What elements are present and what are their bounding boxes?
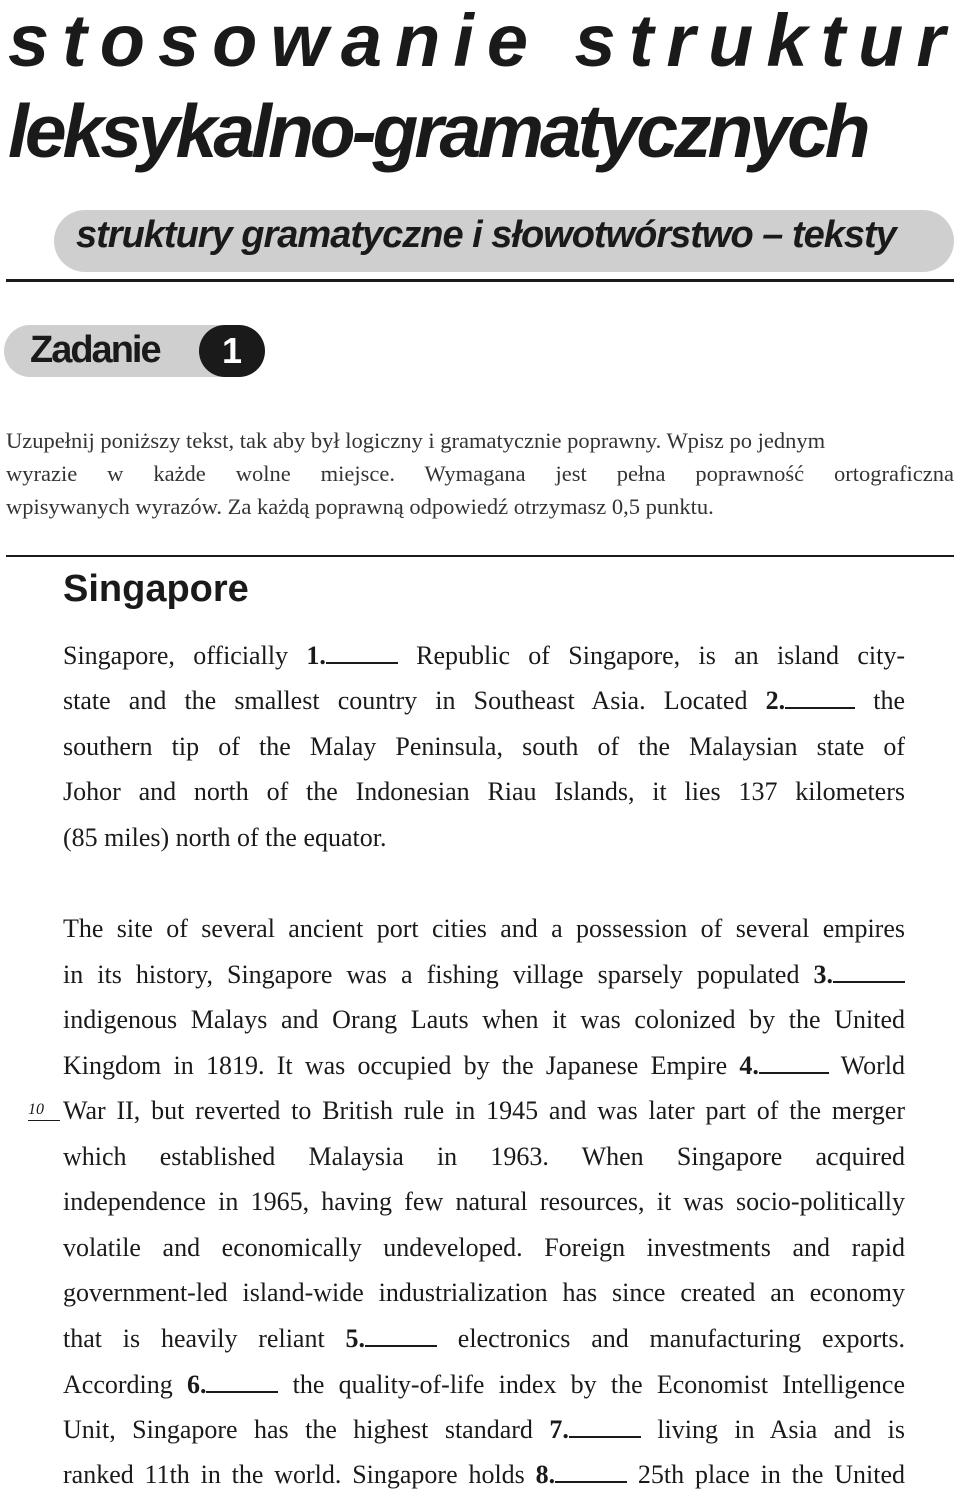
text-line: Johor and north of the Indonesian Riau Islands, it lies 137 kilometers [63, 777, 905, 806]
text-line: The site of several ancient port cities and a possession of several empires [63, 914, 905, 943]
task-badge [4, 325, 262, 377]
title-line-1: stosowanie struktur [8, 0, 959, 82]
text-line: Singapore, officially 1. Republic of Singapore, is an island city- [63, 641, 905, 670]
text-line: (85 miles) north of the equator. [63, 823, 387, 852]
task-number: 1 [199, 325, 265, 377]
text-line: Kingdom in 1819. It was occupied by the Japanese Empire 4. World [63, 1051, 906, 1080]
text-line: Unit, Singapore has the highest standard 7. living in Asia and is [63, 1415, 905, 1444]
text-line: state and the smallest country in Southeast Asia. Located 2. the [63, 686, 905, 715]
gap-number: 3. [813, 960, 833, 989]
article-heading: Singapore [63, 568, 249, 610]
answer-blank-4[interactable] [759, 1052, 829, 1074]
text-line: War II, but reverted to British rule in 1945 and was later part of the merger [63, 1096, 905, 1125]
subtitle-banner [54, 210, 954, 272]
subtitle: struktury gramatyczne i słowotwórstwo – teksty [76, 214, 896, 256]
answer-blank-2[interactable] [785, 687, 855, 709]
gap-number: 7. [549, 1415, 569, 1444]
text-line: which established Malaysia in 1963. When Singapore acquired [63, 1142, 905, 1171]
text-line: in its history, Singapore was a fishing village sparsely populated 3. [63, 952, 905, 997]
text-line: ranked 11th in the world. Singapore holds 8. 25th place in the United [63, 1460, 905, 1489]
text-line: independence in 1965, having few natural resources, it was socio-politically [63, 1187, 905, 1216]
gap-number: 1. [306, 641, 326, 670]
text-line: government-led island-wide industrialization has since created an economy [63, 1278, 905, 1307]
answer-blank-3[interactable] [833, 961, 905, 983]
gap-number: 5. [345, 1324, 365, 1353]
header-divider [6, 279, 954, 282]
gap-number: 6. [186, 1370, 207, 1399]
text-line: indigenous Malays and Orang Lauts when it was colonized by the United [63, 1005, 905, 1034]
text-line: According 6. the quality-of-life index by the Economist Intelligence [63, 1370, 905, 1399]
title-line-2: leksykalno-gramatycznych [8, 89, 867, 173]
instruction-line-1: Uzupełnij poniższy tekst, tak aby był logiczny i gramatycznie poprawny. Wpisz po jednym [6, 428, 826, 453]
answer-blank-8[interactable] [555, 1461, 627, 1483]
text-line: volatile and economically undeveloped. Foreign investments and rapid [63, 1233, 905, 1262]
answer-blank-1[interactable] [326, 642, 398, 664]
instruction-line-3: wpisywanych wyrazów. Za każdą poprawną odpowiedź otrzymasz 0,5 punktu. [6, 494, 714, 519]
gap-number: 8. [535, 1460, 556, 1489]
text-line: southern tip of the Malay Peninsula, south of the Malaysian state of [63, 732, 905, 761]
answer-blank-7[interactable] [569, 1416, 641, 1438]
answer-blank-5[interactable] [365, 1325, 437, 1347]
line-number: 10 [28, 1100, 60, 1121]
task-label: Zadanie [30, 329, 160, 371]
gap-number: 2. [765, 686, 786, 715]
gap-number: 4. [739, 1051, 759, 1080]
instruction-line-2: wyrazie w każde wolne miejsce. Wymagana jest pełna poprawność ortograficzna [6, 461, 954, 486]
text-line: that is heavily reliant 5. electronics and manufacturing exports. [63, 1324, 905, 1353]
answer-blank-6[interactable] [206, 1371, 278, 1393]
instruction-divider [6, 555, 954, 557]
